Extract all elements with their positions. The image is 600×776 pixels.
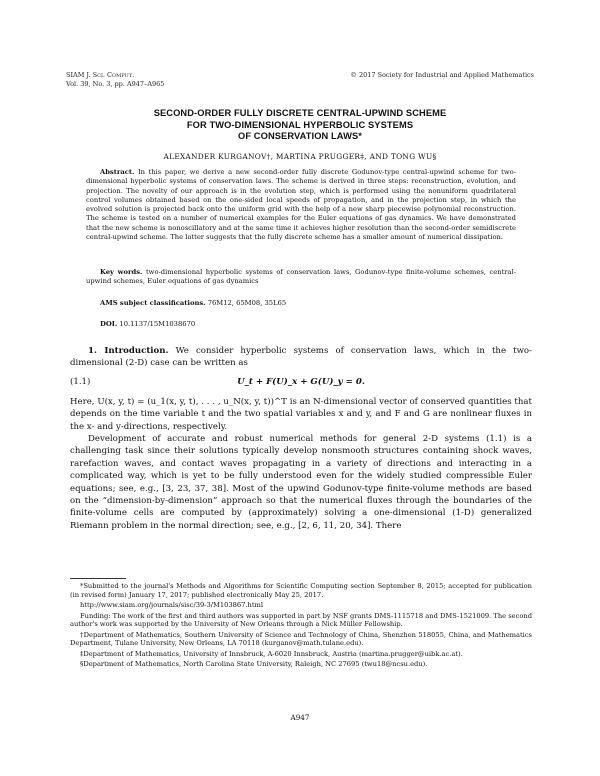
doi (86, 320, 516, 329)
journal-name: SIAM J. Sci. Comput. (66, 71, 135, 79)
footnote: Funding: The work of the first and third authors was supported in part by NSF grants DMS-1115718 and DMS-1521009. The second author's work was supported by the University of New Orleans through a Nick Müller Fellowship. (70, 611, 532, 629)
equation-number: (1.1) (70, 376, 91, 387)
journal-header (66, 71, 164, 88)
paper-title (60, 108, 540, 143)
abstract-label: Abstract. (100, 168, 135, 176)
doi-text: 10.1137/15M1038670 (119, 320, 196, 328)
abstract-text: In this paper, we derive a new second-order fully discrete Godunov-type central-upwind scheme for two-dimensional hyperbolic systems of conservation laws. The scheme is derived in three steps: reconstruction, evolution, and projection. The novelty of our approach is in the evolution step, which is performed using the nonuniform quadrilateral control volumes obtained based on the one-sided local speeds of propagation, and in the projection step, in which the evolved solution is projected back onto the uniform grid with the help of a new sharp piecewise polynomial reconstruction. The scheme is tested on a number of numerical examples for the Euler equations of gas dynamics. We have demonstrated that the new scheme is nonoscillatory and at the same time it achieves higher resolution than the second-order semidiscrete central-upwind scheme. The latter suggests that the fully discrete scheme has a smaller amount of numerical dissipation. (86, 168, 516, 242)
ams-label: AMS subject classifications. (100, 299, 206, 307)
abstract (86, 168, 516, 242)
introduction-section (70, 345, 532, 532)
journal-volume: Vol. 39, No. 3, pp. A947–A965 (66, 79, 165, 88)
title-line: SECOND-ORDER FULLY DISCRETE CENTRAL-UPWIND SCHEME (153, 108, 447, 118)
intro-paragraph: Here, U(x, y, t) = (u_1(x, y, t), . . . , u_N(x, y, t))^T is an N-dimensional vector of conserved quantities that depends on the time variable t and the two spatial variables x and y, and F and G are nonlinear fluxes in the x- and y-directions, respectively. (70, 396, 532, 432)
footnote: *Submitted to the journal's Methods and Algorithms for Scientific Computing section September 8, 2015; accepted for publication (in revised form) January 17, 2017; published electronically May 25, 2017. (70, 582, 532, 599)
keywords-text: two-dimensional hyperbolic systems of conservation laws, Godunov-type finite-volume schemes, central-upwind schemes, Euler equations of gas dynamics (86, 268, 516, 286)
author-list: ALEXANDER KURGANOV†, MARTINA PRUGGER‡, AND TONG WU§ (163, 152, 437, 161)
title-line: OF CONSERVATION LAWS* (238, 131, 362, 141)
footnote: §Department of Mathematics, North Carolina State University, Raleigh, NC 27695 (twu18@ncsu.edu). (80, 660, 428, 669)
copyright-notice: © 2017 Society for Industrial and Applied Mathematics (350, 71, 534, 79)
footnote-rule (70, 578, 126, 579)
equation-row (70, 370, 532, 396)
keywords-label: Key words. (100, 268, 143, 276)
section-heading: 1. Introduction. (88, 346, 169, 356)
keywords (86, 268, 516, 287)
ams-text: 76M12, 65M08, 35L65 (207, 299, 287, 307)
intro-paragraph: Development of accurate and robust numerical methods for general 2-D systems (1.1) is a challenging task since their solutions typically develop nonsmooth structures containing shock waves, rarefaction waves, and contact waves propagating in a variety of directions and interacting in a complicated way, which is yet to be fully understood even for the widely studied compressible Euler equations; see, e.g., [3, 23, 37, 38]. Most of the upwind Godunov-type finite-volume methods are based on the “dimension-by-dimension” approach so that the numerical fluxes through the boundaries of the finite-volume cells are computed by (approximately) solving a one-dimensional (1-D) generalized Riemann problem in the normal direction; see, e.g., [2, 6, 11, 20, 34]. There (70, 434, 532, 531)
footnotes (70, 582, 532, 671)
footnote: ‡Department of Mathematics, University of Innsbruck, A-6020 Innsbruck, Austria (martina.prugger@uibk.ac.at). (80, 649, 463, 658)
doi-label: DOI. (100, 320, 118, 328)
footnote: †Department of Mathematics, Southern University of Science and Technology of China, Shenzhen 518055, China, and Mathematics Department, Tulane University, New Orleans, LA 70118 (kurganov@math.tulane.edu). (70, 630, 532, 648)
page-number: A947 (290, 713, 310, 722)
ams-classification (86, 299, 516, 308)
equation: U_t + F(U)_x + G(U)_y = 0. (237, 376, 365, 387)
footnote-link[interactable]: http://www.siam.org/journals/sisc/39-3/M103867.html (80, 601, 263, 610)
intro-text: We consider hyperbolic systems of conservation laws, which in the two-dimensional (2-D) case can be written as (70, 346, 533, 369)
intro-paragraph (70, 345, 532, 370)
title-line: FOR TWO-DIMENSIONAL HYPERBOLIC SYSTEMS (186, 119, 414, 130)
